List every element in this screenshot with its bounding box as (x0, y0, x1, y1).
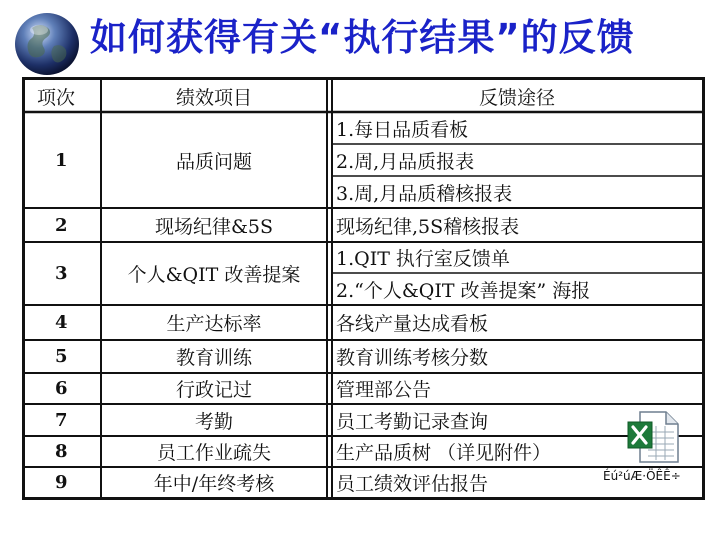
row-channel: 现场纪律,5S稽核报表 (336, 215, 520, 238)
row-channel: 教育训练考核分数 (336, 347, 489, 369)
row-channel: 员工绩效评估报告 (336, 472, 489, 495)
row-number: 1 (55, 149, 68, 171)
row-number: 3 (55, 263, 68, 284)
excel-file-icon[interactable] (626, 408, 684, 466)
row-channel: 3.周,月品质稽核报表 (336, 182, 513, 205)
row-channel: 各线产量达成看板 (336, 313, 489, 335)
row-channel: 管理部公告 (336, 379, 432, 401)
row-number: 7 (55, 409, 68, 431)
row-channel: 员工考勤记录查询 (336, 410, 489, 433)
row-metric: 品质问题 (175, 150, 252, 173)
row-channel: 1.QIT 执行室反馈单 (336, 248, 510, 270)
row-metric: 个人&QIT 改善提案 (127, 264, 301, 286)
row-channel: 生产品质树 （详见附件） (336, 442, 552, 464)
row-number: 6 (55, 378, 68, 399)
row-number: 2 (55, 214, 68, 236)
header-channel: 反馈途径 (478, 86, 555, 109)
row-number: 5 (55, 346, 68, 367)
row-metric: 员工作业疏失 (156, 442, 271, 464)
row-number: 9 (55, 471, 68, 493)
row-number: 4 (55, 312, 68, 333)
row-metric: 生产达标率 (166, 313, 262, 335)
row-channel: 2.周,月品质报表 (336, 150, 475, 173)
row-channel: 2.“个人&QIT 改善提案” 海报 (336, 279, 591, 302)
row-metric: 教育训练 (175, 347, 252, 369)
header-metric: 绩效项目 (175, 86, 252, 109)
row-metric: 行政记过 (175, 379, 252, 401)
attachment-label[interactable]: Éú²úÆ·ÖÊÊ÷ (603, 469, 681, 483)
row-channel: 1.每日品质看板 (336, 118, 469, 141)
page-title: 如何获得有关“执行结果”的反馈 (90, 16, 635, 59)
row-metric: 考勤 (194, 410, 233, 433)
row-metric: 年中/年终考核 (153, 472, 275, 495)
row-number: 8 (55, 441, 68, 462)
feedback-table (22, 77, 705, 500)
header-item: 项次 (37, 86, 76, 109)
row-metric: 现场纪律&5S (154, 215, 274, 238)
globe-icon (10, 8, 85, 78)
